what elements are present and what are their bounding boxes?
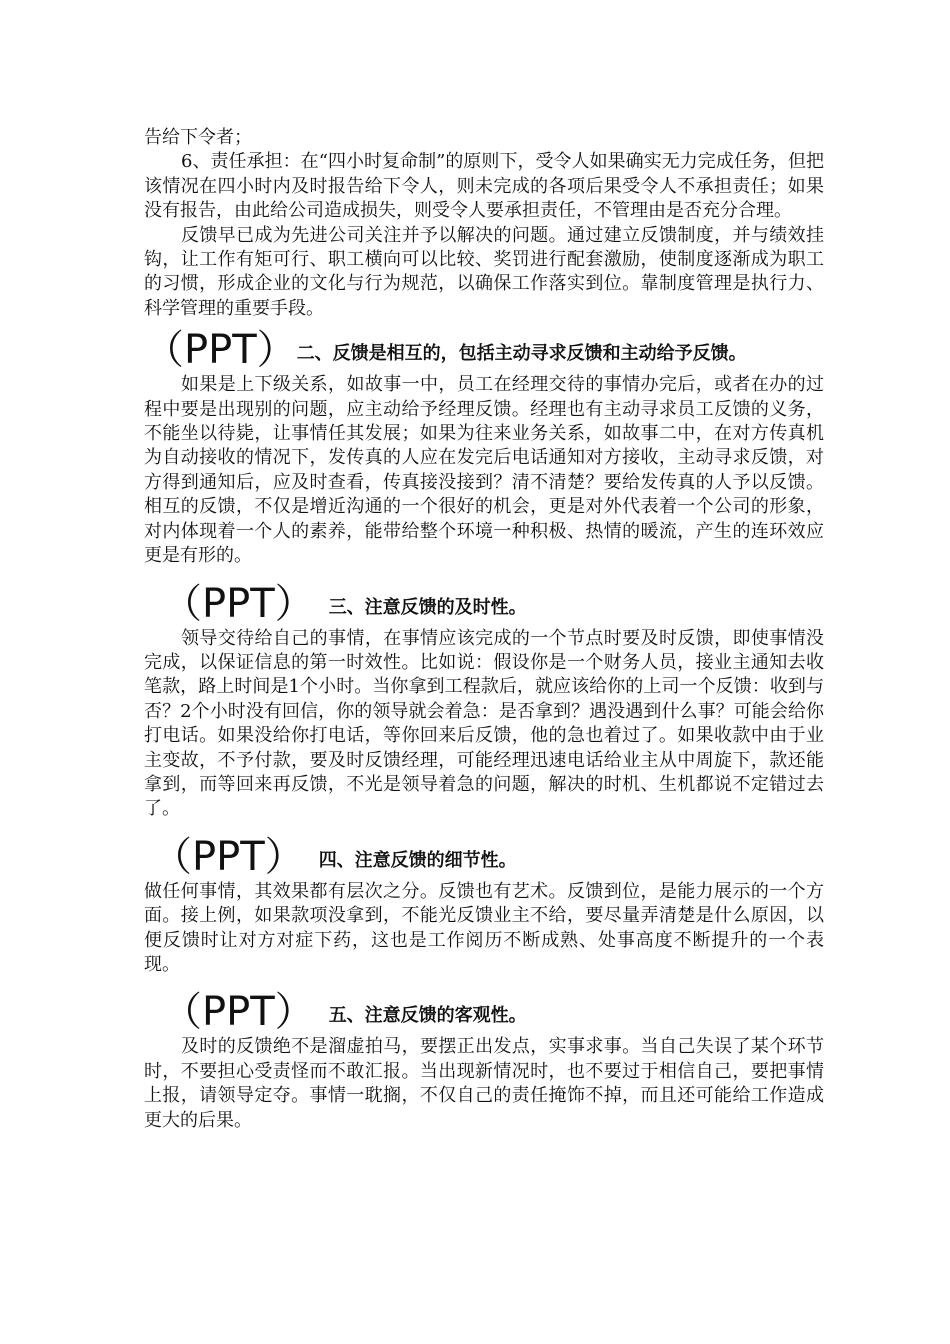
section-body-5: 及时的反馈绝不是溜虚拍马，要摆正出发点，实事求事。当自己失误了某个环节时，不要担心受责怪而不敢汇报。当出现新情况时，也不要过于相信自己，要把事情上报，请领导定夺。事情一耽搁，不仅自己的责任掩饰不掉，而且还可能给工作造成更大的后果。 [144,1036,824,1131]
document-page [144,126,824,1133]
section-body-2: 如果是上下级关系，如故事一中，员工在经理交待的事情办完后，或者在办的过程中要是出现别的问题，应主动给予经理反馈。经理也有主动寻求员工反馈的义务，不能坐以待毙，让事情任其发展；如果为往来业务关系，如故事二中，在对方传真机为自动接收的情况下，发传真的人应在发完后电话通知对方接收，主动寻求反馈，对方得到通知后，应及时查看，传真接没接到？清不清楚？要给发传真的人予以反馈。相互的反馈，不仅是增近沟通的一个很好的机会，更是对外代表着一个公司的形象，对内体现着一个人的素养，能带给整个环境一种积极、热情的暖流，产生的连环效应更是有形的。 [144,374,824,567]
section-heading-4 [144,834,824,880]
section-body-3: 领导交待给自己的事情，在事情应该完成的一个节点时要及时反馈，即使事情没完成，以保证信息的第一时效性。比如说：假设你是一个财务人员，接业主通知去收笔款，路上时间是1个小时。当你拿到工程款后，就应该给你的上司一个反馈：收到与否？2个小时没有回信，你的领导就会着急：是否拿到？遇没遇到什么事？可能会给你打电话。如果没给你打电话，等你回来后反馈，他的急也着过了。如果收款中由于业主变故，不予付款，要及时反馈经理，可能经理迅速电话给业主从中周旋下，款还能拿到，而等回来再反馈，不光是领导着急的问题，解决的时机、生机都说不定错过去了。 [144,627,824,820]
paragraph-continuation: 告给下令者； [144,127,252,148]
paragraph-responsibility: 6、责任承担：在“四小时复命制”的原则下，受令人如果确实无力完成任务，但把该情况在四小时内及时报告给下令人，则未完成的各项后果受令人不承担责任；如果没有报告，由此给公司造成损失，则受令人要承担责任，不管理由是否充分合理。 [144,151,824,222]
section-title: 二、反馈是相互的，包括主动寻求反馈和主动给予反馈。 [296,343,747,365]
ppt-marker: （PPT） [144,327,297,374]
section-heading-5 [144,989,824,1035]
ppt-marker: （PPT） [162,580,315,627]
section-title: 三、注意反馈的及时性。 [328,596,527,618]
section-title: 五、注意反馈的客观性。 [328,1005,527,1027]
section-body-4: 做任何事情，其效果都有层次之分。反馈也有艺术。反馈到位，是能力展示的一个方面。接上例，如果款项没拿到，不能光反馈业主不给，要尽量弄清楚是什么原因，以便反馈时让对方对症下药，这也是工作阅历不断成熟、处事高度不断提升的一个表现。 [144,880,824,975]
section-heading-2 [144,327,824,373]
section-title: 四、注意反馈的细节性。 [318,849,517,871]
section-heading-3 [144,581,824,627]
ppt-marker: （PPT） [162,989,315,1036]
paragraph-feedback-system: 反馈早已成为先进公司关注并予以解决的问题。通过建立反馈制度，并与绩效挂钩，让工作有矩可行、职工横向可以比较、奖罚进行配套激励，使制度逐渐成为职工的习惯，形成企业的文化与行为规范，以确保工作落实到位。靠制度管理是执行力、科学管理的重要手段。 [144,224,824,319]
ppt-marker: （PPT） [152,833,305,880]
